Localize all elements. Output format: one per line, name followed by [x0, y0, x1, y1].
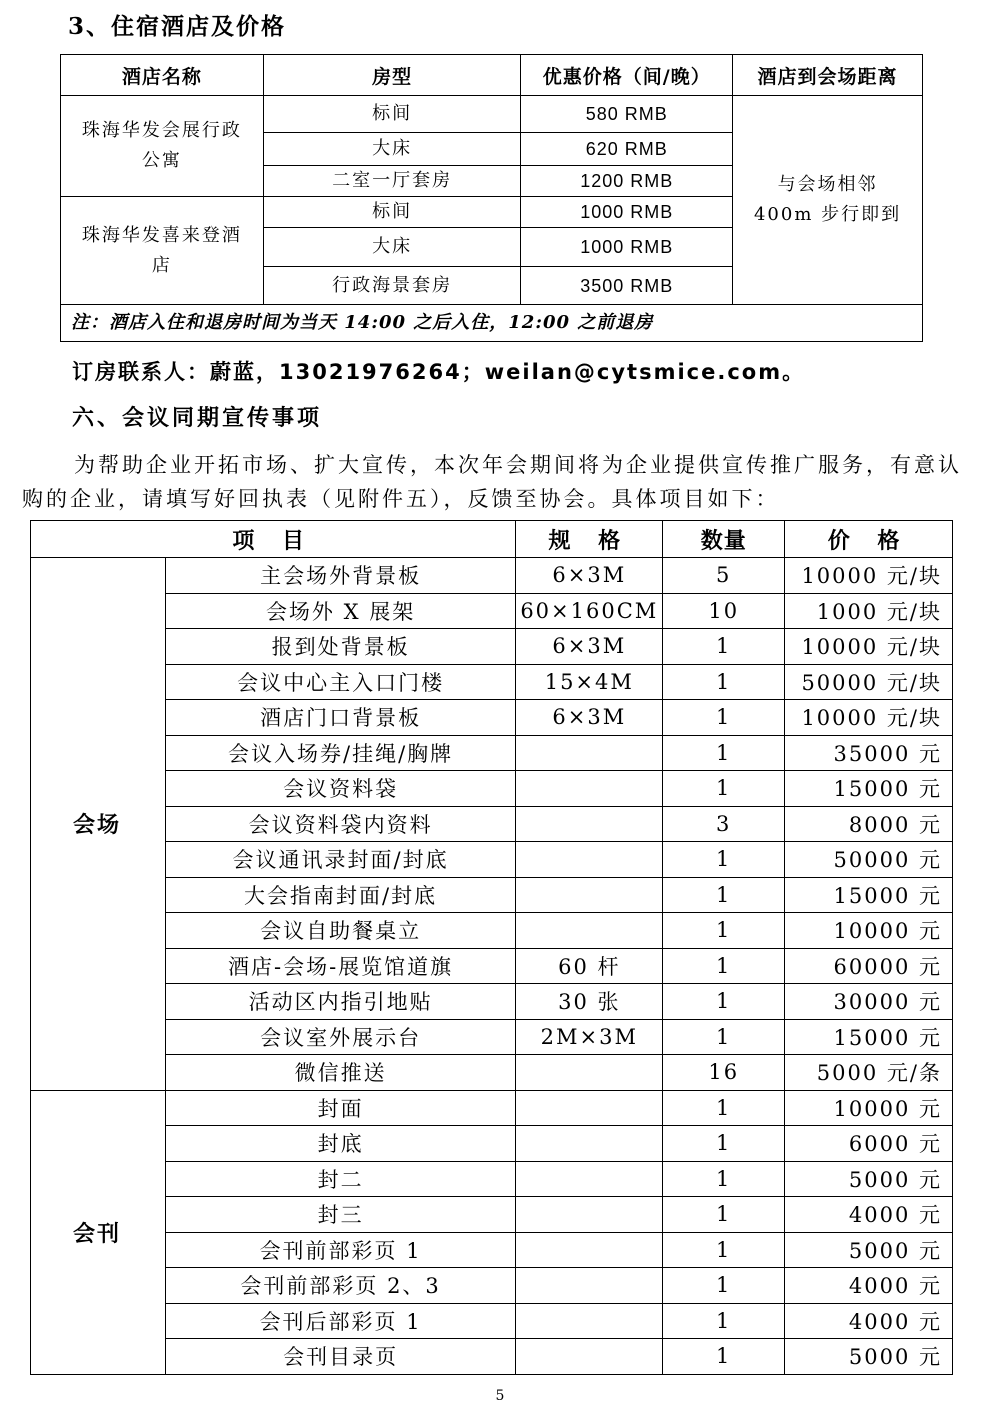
- hotel-name: 珠海华发会展行政公寓: [61, 96, 264, 197]
- item-spec: [516, 1161, 663, 1197]
- room-type: 标间: [263, 197, 521, 228]
- item-price: 50000 元: [785, 842, 953, 878]
- item-price: 1000 元/块: [785, 593, 953, 629]
- page-number: 5: [495, 1388, 505, 1404]
- hotel-distance: 与会场相邻 400m 步行即到: [733, 96, 923, 305]
- table-row: [31, 1268, 953, 1304]
- item-price: 15000 元: [785, 877, 953, 913]
- table-row: [31, 984, 953, 1020]
- room-price: 580 RMB: [521, 96, 733, 133]
- room-price: 1200 RMB: [521, 166, 733, 197]
- item-quantity: 1: [663, 1126, 785, 1162]
- item-spec: [516, 913, 663, 949]
- item-spec: [516, 1339, 663, 1375]
- table-row: [31, 664, 953, 700]
- room-price: 3500 RMB: [521, 267, 733, 305]
- category-cell: 会场: [31, 558, 166, 1091]
- booking-contact: 订房联系人：蔚蓝，13021976264；weilan@cytsmice.com。: [72, 360, 806, 384]
- item-price: 10000 元/块: [785, 700, 953, 736]
- header-price: 优惠价格（间/晚）: [521, 55, 733, 96]
- item-name: 大会指南封面/封底: [165, 877, 515, 913]
- item-spec: [516, 1090, 663, 1126]
- item-spec: [516, 1126, 663, 1162]
- item-spec: [516, 1055, 663, 1091]
- item-price: 35000 元: [785, 735, 953, 771]
- item-quantity: 1: [663, 1303, 785, 1339]
- table-row: [31, 629, 953, 665]
- item-name: 会刊前部彩页 1: [165, 1232, 515, 1268]
- item-quantity: 1: [663, 948, 785, 984]
- item-price: 15000 元: [785, 771, 953, 807]
- room-price: 1000 RMB: [521, 228, 733, 267]
- header-distance: 酒店到会场距离: [733, 55, 923, 96]
- table-header-row: [31, 521, 953, 558]
- item-price: 5000 元/条: [785, 1055, 953, 1091]
- category-cell: 会刊: [31, 1090, 166, 1374]
- item-spec: 6×3M: [516, 629, 663, 665]
- room-price: 1000 RMB: [521, 197, 733, 228]
- item-quantity: 1: [663, 1019, 785, 1055]
- item-spec: [516, 877, 663, 913]
- item-quantity: 1: [663, 1339, 785, 1375]
- item-quantity: 1: [663, 1232, 785, 1268]
- item-quantity: 3: [663, 806, 785, 842]
- item-spec: [516, 735, 663, 771]
- item-spec: 60 杆: [516, 948, 663, 984]
- table-row: [31, 1303, 953, 1339]
- table-row: [31, 735, 953, 771]
- room-price: 620 RMB: [521, 133, 733, 166]
- item-name: 酒店-会场-展览馆道旗: [165, 948, 515, 984]
- item-spec: 60×160CM: [516, 593, 663, 629]
- item-price: 6000 元: [785, 1126, 953, 1162]
- item-price: 50000 元/块: [785, 664, 953, 700]
- item-name: 会议资料袋内资料: [165, 806, 515, 842]
- table-row: [31, 1339, 953, 1375]
- item-spec: [516, 1232, 663, 1268]
- item-spec: 6×3M: [516, 558, 663, 594]
- room-type: 二室一厅套房: [263, 166, 521, 197]
- room-type: 大床: [263, 133, 521, 166]
- table-row: [31, 771, 953, 807]
- item-quantity: 1: [663, 735, 785, 771]
- item-name: 酒店门口背景板: [165, 700, 515, 736]
- item-spec: [516, 1268, 663, 1304]
- item-price: 60000 元: [785, 948, 953, 984]
- table-row: [31, 1197, 953, 1233]
- table-row: [31, 1055, 953, 1091]
- table-row: [31, 948, 953, 984]
- item-price: 5000 元: [785, 1161, 953, 1197]
- item-quantity: 5: [663, 558, 785, 594]
- room-type: 大床: [263, 228, 521, 267]
- item-name: 封底: [165, 1126, 515, 1162]
- header-room-type: 房型: [263, 55, 521, 96]
- table-row: [31, 1126, 953, 1162]
- table-row: [61, 305, 923, 342]
- item-name: 封三: [165, 1197, 515, 1233]
- room-type: 标间: [263, 96, 521, 133]
- item-price: 15000 元: [785, 1019, 953, 1055]
- item-name: 会议入场券/挂绳/胸牌: [165, 735, 515, 771]
- hotel-name: 珠海华发喜来登酒店: [61, 197, 264, 305]
- table-header-row: [61, 55, 923, 96]
- item-quantity: 1: [663, 877, 785, 913]
- item-quantity: 1: [663, 1090, 785, 1126]
- item-price: 10000 元: [785, 1090, 953, 1126]
- item-quantity: 1: [663, 842, 785, 878]
- item-name: 会场外 X 展架: [165, 593, 515, 629]
- header-hotel-name: 酒店名称: [61, 55, 264, 96]
- promotion-table: [30, 520, 953, 1375]
- item-name: 会议资料袋: [165, 771, 515, 807]
- item-name: 活动区内指引地贴: [165, 984, 515, 1020]
- item-name: 会刊目录页: [165, 1339, 515, 1375]
- item-spec: [516, 842, 663, 878]
- item-spec: 30 张: [516, 984, 663, 1020]
- item-quantity: 1: [663, 629, 785, 665]
- item-quantity: 16: [663, 1055, 785, 1091]
- item-spec: 15×4M: [516, 664, 663, 700]
- item-name: 主会场外背景板: [165, 558, 515, 594]
- hotel-price-table: [60, 54, 923, 342]
- item-price: 4000 元: [785, 1268, 953, 1304]
- table-row: [61, 96, 923, 133]
- header-price: 价 格: [785, 521, 953, 558]
- table-row: [31, 1232, 953, 1268]
- table-row: [31, 913, 953, 949]
- item-price: 5000 元: [785, 1232, 953, 1268]
- table-row: [31, 877, 953, 913]
- room-type: 行政海景套房: [263, 267, 521, 305]
- item-quantity: 1: [663, 913, 785, 949]
- item-name: 微信推送: [165, 1055, 515, 1091]
- item-name: 封面: [165, 1090, 515, 1126]
- item-spec: [516, 1197, 663, 1233]
- section-title-accommodation: 3、住宿酒店及价格: [68, 13, 287, 40]
- table-row: [31, 558, 953, 594]
- item-spec: 6×3M: [516, 700, 663, 736]
- table-row: [31, 1161, 953, 1197]
- item-price: 4000 元: [785, 1303, 953, 1339]
- item-price: 10000 元: [785, 913, 953, 949]
- item-quantity: 1: [663, 664, 785, 700]
- table-row: [31, 1090, 953, 1126]
- table-row: [31, 700, 953, 736]
- item-name: 会议中心主入口门楼: [165, 664, 515, 700]
- item-price: 4000 元: [785, 1197, 953, 1233]
- item-spec: 2M×3M: [516, 1019, 663, 1055]
- item-name: 会议自助餐桌立: [165, 913, 515, 949]
- item-name: 会刊前部彩页 2、3: [165, 1268, 515, 1304]
- header-spec: 规 格: [516, 521, 663, 558]
- item-price: 10000 元/块: [785, 629, 953, 665]
- item-name: 会刊后部彩页 1: [165, 1303, 515, 1339]
- item-price: 10000 元/块: [785, 558, 953, 594]
- item-name: 会议室外展示台: [165, 1019, 515, 1055]
- table-row: [31, 806, 953, 842]
- item-quantity: 1: [663, 771, 785, 807]
- item-price: 30000 元: [785, 984, 953, 1020]
- promotion-intro: 为帮助企业开拓市场、扩大宣传，本次年会期间将为企业提供宣传推广服务，有意认购的企业，请填写好回执表（见附件五），反馈至协会。具体项目如下：: [22, 453, 962, 511]
- item-quantity: 10: [663, 593, 785, 629]
- table-row: [31, 593, 953, 629]
- hotel-note: 注：酒店入住和退房时间为当天 14:00 之后入住，12:00 之前退房: [61, 305, 923, 342]
- item-name: 封二: [165, 1161, 515, 1197]
- item-quantity: 1: [663, 1161, 785, 1197]
- table-row: [31, 1019, 953, 1055]
- item-spec: [516, 771, 663, 807]
- item-quantity: 1: [663, 1268, 785, 1304]
- item-price: 5000 元: [785, 1339, 953, 1375]
- header-item: 项 目: [31, 521, 516, 558]
- item-spec: [516, 1303, 663, 1339]
- item-name: 会议通讯录封面/封底: [165, 842, 515, 878]
- section-title-promotion: 六、会议同期宣传事项: [72, 406, 323, 431]
- header-quantity: 数量: [663, 521, 785, 558]
- item-name: 报到处背景板: [165, 629, 515, 665]
- item-quantity: 1: [663, 984, 785, 1020]
- item-price: 8000 元: [785, 806, 953, 842]
- item-quantity: 1: [663, 1197, 785, 1233]
- item-quantity: 1: [663, 700, 785, 736]
- table-row: [31, 842, 953, 878]
- item-spec: [516, 806, 663, 842]
